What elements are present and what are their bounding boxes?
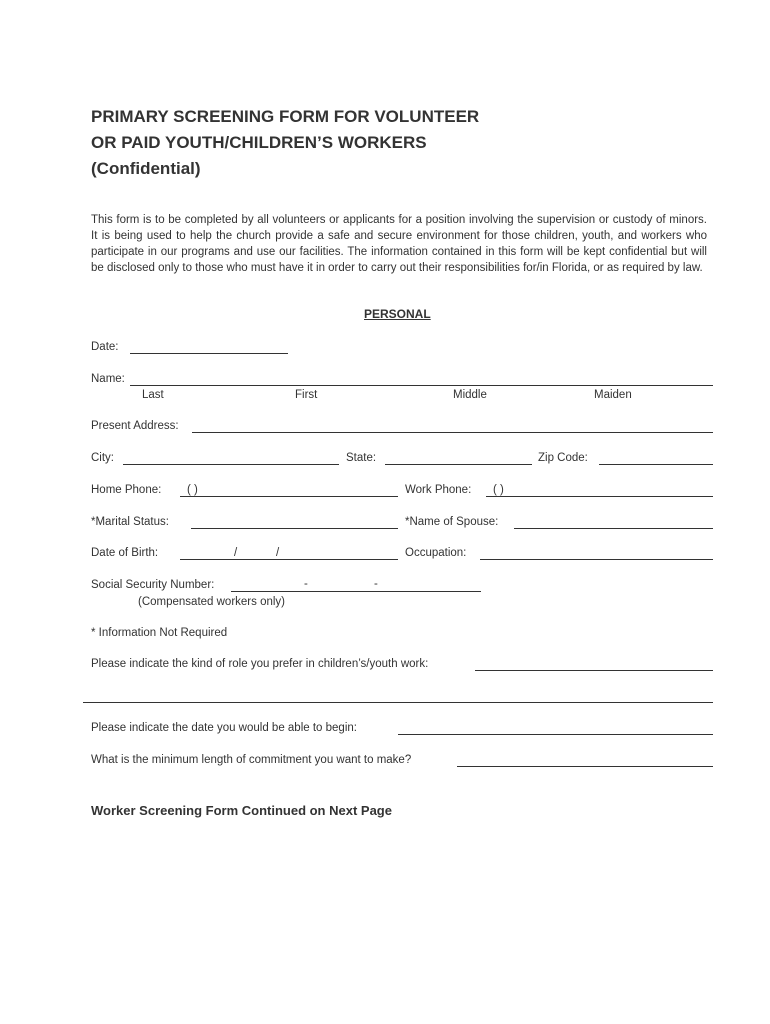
zip-label: Zip Code: [538,452,588,464]
date-field[interactable] [130,353,288,354]
name-field[interactable] [130,385,713,386]
continued-note: Worker Screening Form Continued on Next Page [91,803,392,818]
dob-separator-1: / [234,547,238,559]
occupation-label: Occupation: [405,547,467,559]
title-line-1: PRIMARY SCREENING FORM FOR VOLUNTEER [91,107,480,126]
title-line-2: OR PAID YOUTH/CHILDREN’S WORKERS [91,133,427,152]
role-preference-label: Please indicate the kind of role you prefer in children’s/youth work: [91,658,429,670]
city-label: City: [91,452,114,464]
spouse-name-field[interactable] [514,528,713,529]
marital-status-label: *Marital Status: [91,516,169,528]
home-phone-label: Home Phone: [91,484,162,496]
present-address-label: Present Address: [91,420,179,432]
dob-field[interactable] [180,559,398,560]
marital-status-field[interactable] [191,528,398,529]
name-last-caption: Last [142,389,164,401]
start-date-field[interactable] [398,734,713,735]
intro-paragraph: This form is to be completed by all volunteers or applicants for a position involving the supervision or custody of minors. It is being used to help the church provide a safe and secure environment for those children, youth, and workers who participate in our programs and use our facilities. The information contained in this form will be kept confidential but will be disclosed only to those who must have it in order to carry out their responsibilities for/in Florida, or as required by law. [91,214,707,274]
present-address-field[interactable] [192,432,713,433]
spouse-name-label: *Name of Spouse: [405,516,499,528]
zip-field[interactable] [599,464,713,465]
commitment-label: What is the minimum length of commitment you want to make? [91,754,412,766]
form-title [91,104,651,182]
state-label: State: [346,452,377,464]
home-phone-field[interactable] [180,496,398,497]
name-maiden-caption: Maiden [594,389,632,401]
role-preference-field[interactable] [475,670,713,671]
dob-separator-2: / [276,547,280,559]
start-date-label: Please indicate the date you would be able to begin: [91,722,357,734]
work-phone-area-code: ( ) [493,484,504,496]
home-phone-area-code: ( ) [187,484,198,496]
work-phone-label: Work Phone: [405,484,472,496]
occupation-field[interactable] [480,559,713,560]
title-line-3: (Confidential) [91,159,201,178]
info-not-required-note: * Information Not Required [91,627,228,639]
work-phone-field[interactable] [486,496,713,497]
ssn-separator-1: - [304,578,308,590]
name-middle-caption: Middle [453,389,487,401]
role-preference-field-continued[interactable] [83,702,713,703]
ssn-note: (Compensated workers only) [138,596,286,608]
state-field[interactable] [385,464,532,465]
name-first-caption: First [295,389,318,401]
commitment-field[interactable] [457,766,713,767]
ssn-field[interactable] [231,591,481,592]
dob-label: Date of Birth: [91,547,159,559]
section-heading-personal: PERSONAL [364,307,431,321]
ssn-separator-2: - [374,578,378,590]
city-field[interactable] [123,464,339,465]
date-label: Date: [91,341,119,353]
ssn-label: Social Security Number: [91,579,215,591]
name-label: Name: [91,373,125,385]
